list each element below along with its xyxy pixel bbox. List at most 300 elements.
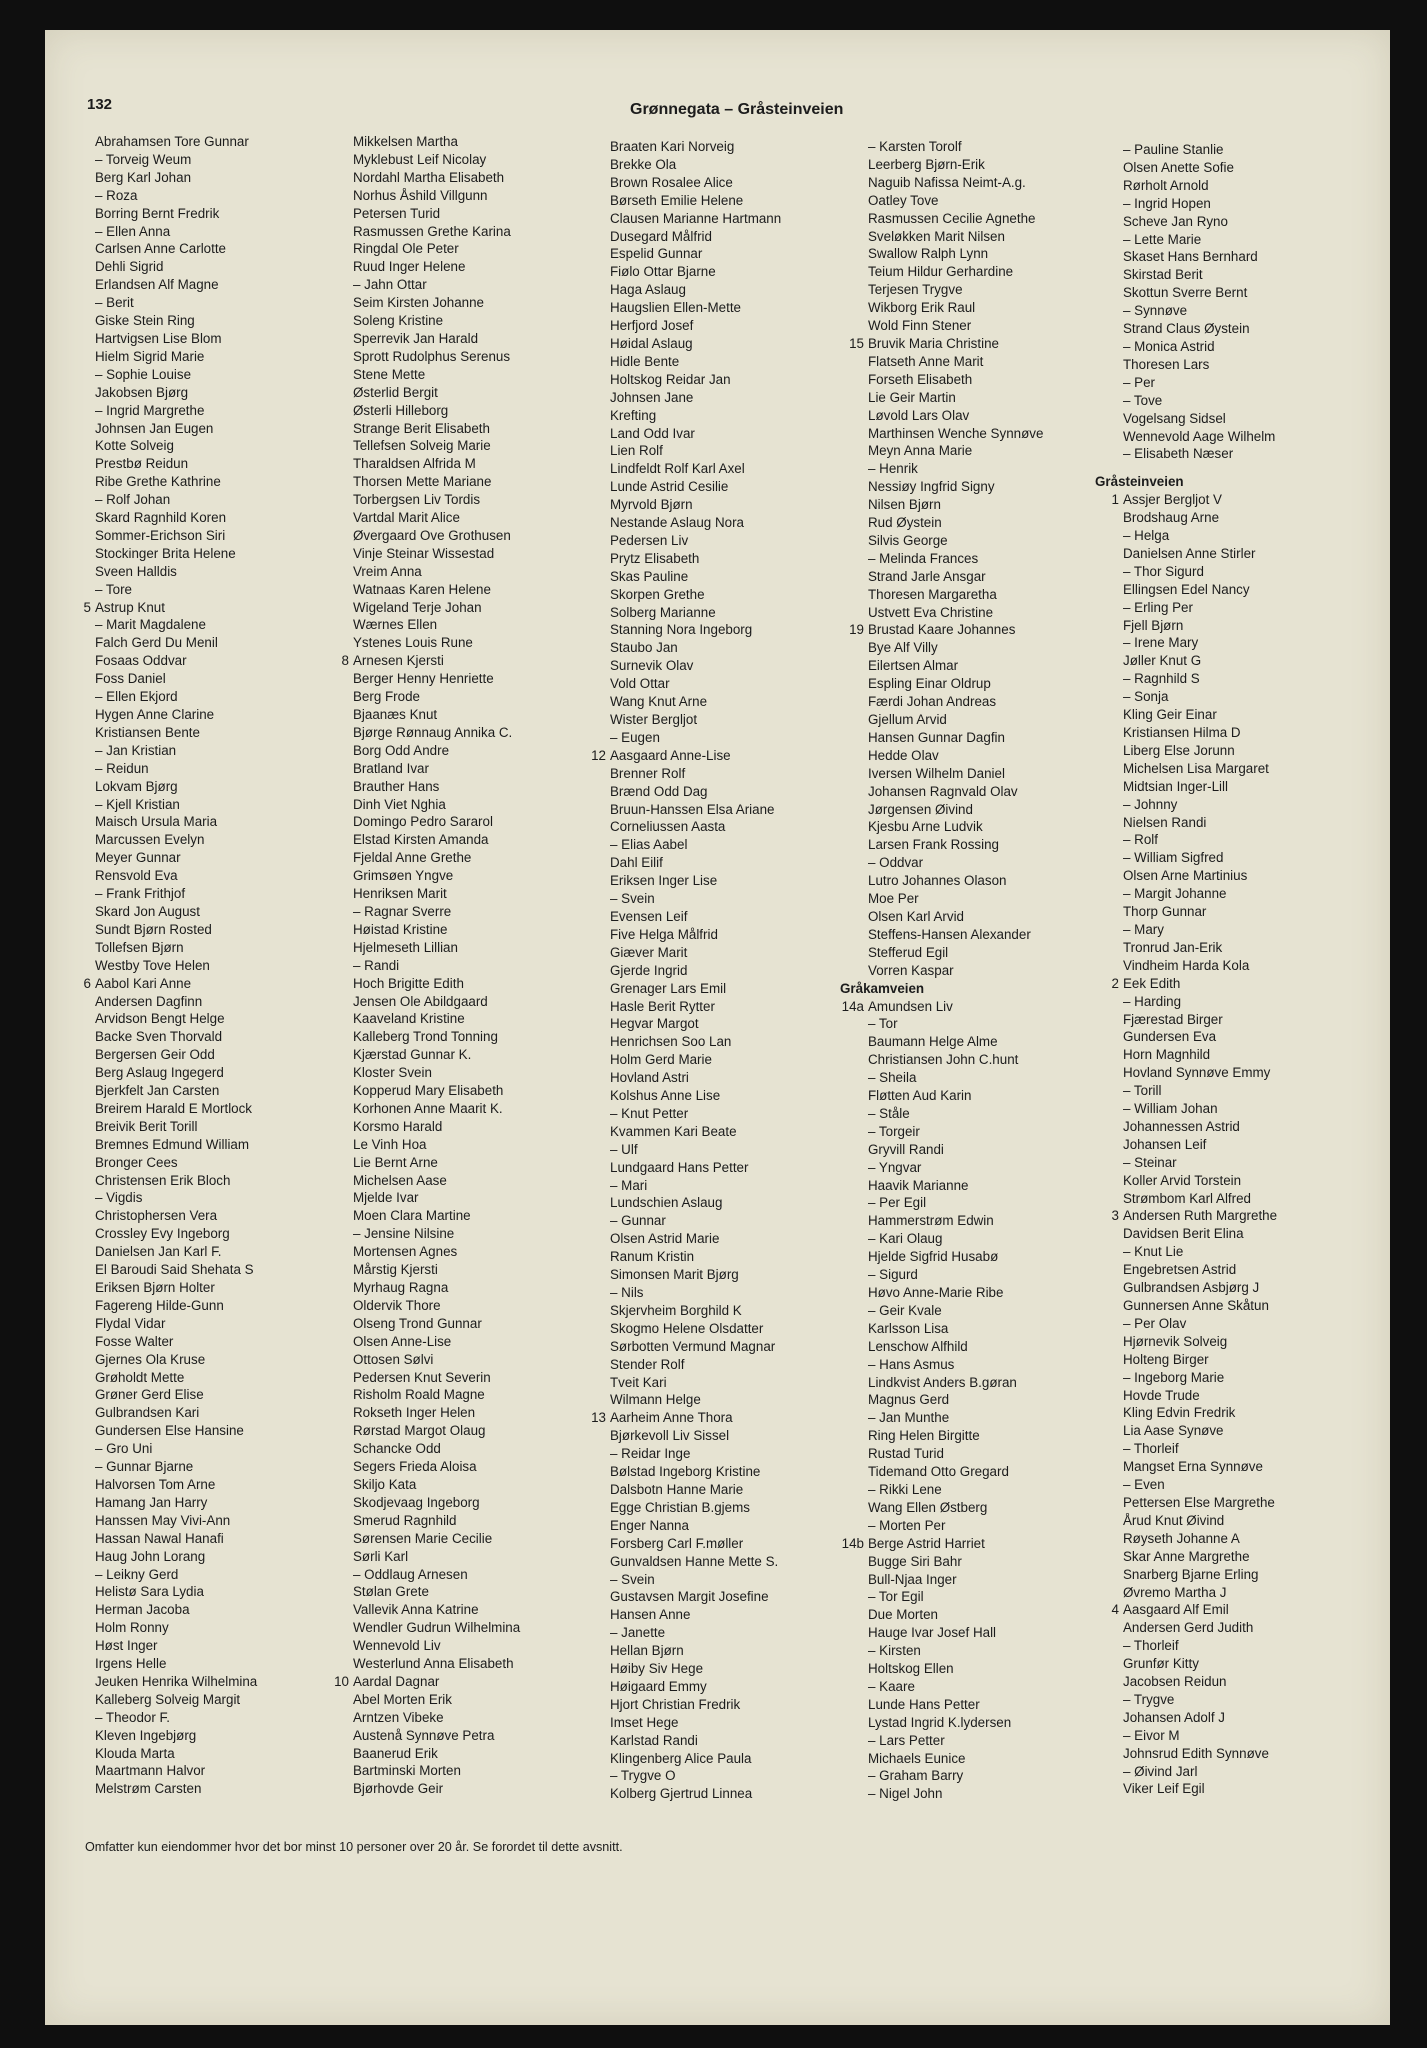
resident-name: – Geir Kvale — [868, 1302, 942, 1318]
resident-entry — [67, 330, 337, 348]
resident-name: Holm Gerd Marie — [610, 1052, 712, 1068]
resident-entry — [840, 944, 1110, 962]
resident-name: Hovland Synnøve Emmy — [1123, 1065, 1271, 1081]
resident-name: Jeuken Henrika Wilhelmina — [95, 1673, 258, 1689]
resident-name: Brenner Rolf — [610, 765, 686, 781]
resident-name: Sommer-Erichson Siri — [95, 527, 226, 543]
resident-entry — [325, 1655, 595, 1673]
resident-name: Fjærestad Birger — [1123, 1011, 1223, 1027]
column-1 — [67, 133, 337, 1798]
resident-name: Egge Christian B.gjems — [610, 1499, 750, 1515]
resident-entry — [1095, 1530, 1365, 1548]
resident-name: – Sophie Louise — [95, 366, 192, 382]
resident-name: Mortensen Agnes — [353, 1244, 458, 1260]
resident-entry — [67, 1476, 337, 1494]
resident-entry — [1095, 957, 1365, 975]
resident-name: Magnus Gerd — [868, 1392, 950, 1408]
resident-name: – Leikny Gerd — [95, 1566, 179, 1582]
resident-entry — [1095, 1207, 1365, 1225]
resident-name: Wennevold Liv — [353, 1638, 441, 1654]
resident-name: Westerlund Anna Elisabeth — [353, 1656, 514, 1672]
resident-entry — [1095, 867, 1365, 885]
resident-name: Davidsen Berit Elina — [1123, 1226, 1244, 1242]
resident-entry — [840, 1374, 1110, 1392]
footnote: Omfatter kun eiendommer hvor det bor minst 10 personer over 20 år. Se forordet til dette avsnitt. — [85, 1840, 623, 1854]
resident-name: Forseth Elisabeth — [868, 371, 973, 387]
resident-entry — [1095, 1154, 1365, 1172]
resident-entry — [67, 402, 337, 420]
resident-entry — [67, 778, 337, 796]
resident-entry — [325, 1566, 595, 1584]
resident-entry — [325, 1691, 595, 1709]
resident-name: Domingo Pedro Sararol — [353, 814, 493, 830]
resident-entry — [582, 1642, 852, 1660]
resident-entry — [325, 1136, 595, 1154]
resident-entry — [840, 1445, 1110, 1463]
resident-name: Amundsen Liv — [868, 998, 953, 1014]
resident-entry — [325, 1010, 595, 1028]
resident-entry — [325, 1172, 595, 1190]
resident-name: Stene Mette — [353, 366, 426, 382]
resident-entry — [840, 1732, 1110, 1750]
resident-entry — [67, 1189, 337, 1207]
resident-name: Wang Knut Arne — [610, 694, 708, 710]
resident-name: – Lette Marie — [1123, 231, 1202, 247]
resident-entry — [840, 711, 1110, 729]
resident-entry — [1095, 1082, 1365, 1100]
resident-entry — [1095, 527, 1365, 545]
resident-entry — [840, 1105, 1110, 1123]
resident-name: Hammerstrøm Edwin — [868, 1213, 994, 1229]
resident-name: Liberg Else Jorunn — [1123, 742, 1235, 758]
resident-entry — [582, 192, 852, 210]
resident-entry — [840, 1785, 1110, 1803]
resident-entry — [67, 1440, 337, 1458]
resident-name: Hanssen May Vivi-Ann — [95, 1512, 231, 1528]
resident-name: Christiansen John C.hunt — [868, 1052, 1019, 1068]
resident-entry — [1095, 1763, 1365, 1781]
resident-name: Stockinger Brita Helene — [95, 545, 236, 561]
resident-entry — [67, 1064, 337, 1082]
resident-entry — [840, 1535, 1110, 1553]
resident-name: Christensen Erik Bloch — [95, 1172, 231, 1188]
resident-name: Fosse Walter — [95, 1333, 174, 1349]
resident-name: Gulbrandsen Kari — [95, 1405, 200, 1421]
resident-name: Oldervik Thore — [353, 1297, 441, 1313]
resident-name: Sveen Halldis — [95, 563, 177, 579]
resident-entry — [840, 854, 1110, 872]
resident-name: Berge Astrid Harriet — [868, 1535, 985, 1551]
resident-name: Gjernes Ola Kruse — [95, 1351, 206, 1367]
resident-name: Johnsrud Edith Synnøve — [1123, 1745, 1269, 1761]
resident-entry — [582, 872, 852, 890]
resident-name: Pedersen Liv — [610, 532, 689, 548]
resident-entry — [67, 1727, 337, 1745]
resident-entry — [67, 1315, 337, 1333]
resident-entry — [325, 796, 595, 814]
resident-name: Bugge Siri Bahr — [868, 1553, 962, 1569]
resident-name: Braaten Kari Norveig — [610, 139, 735, 154]
resident-name: Grimsøen Yngve — [353, 868, 454, 884]
resident-entry — [67, 169, 337, 187]
resident-entry — [840, 1320, 1110, 1338]
resident-name: Imset Hege — [610, 1714, 679, 1730]
resident-entry — [325, 599, 595, 617]
resident-entry — [67, 1548, 337, 1566]
resident-name: Skjervheim Borghild K — [610, 1302, 742, 1318]
resident-entry — [840, 1141, 1110, 1159]
resident-name: Jakobsen Bjørg — [95, 384, 189, 400]
resident-name: – William Johan — [1123, 1101, 1218, 1117]
resident-name: Wold Finn Stener — [868, 318, 972, 334]
resident-entry — [582, 263, 852, 281]
resident-entry — [67, 312, 337, 330]
house-number: 5 — [83, 599, 91, 615]
resident-name: Hansen Gunnar Dagfin — [868, 729, 1005, 745]
resident-entry — [582, 1356, 852, 1374]
resident-entry — [325, 1762, 595, 1780]
resident-entry — [582, 926, 852, 944]
resident-entry — [582, 944, 852, 962]
resident-name: Abrahamsen Tore Gunnar — [95, 134, 249, 149]
resident-entry — [1095, 688, 1365, 706]
resident-entry — [582, 604, 852, 622]
resident-entry — [325, 634, 595, 652]
resident-entry — [67, 706, 337, 724]
resident-entry — [1095, 1637, 1365, 1655]
resident-name: Tveit Kari — [610, 1374, 667, 1390]
resident-entry — [1095, 1745, 1365, 1763]
resident-entry — [1095, 1190, 1365, 1208]
house-number: 6 — [83, 975, 91, 991]
resident-name: Myrhaug Ragna — [353, 1280, 449, 1295]
resident-entry — [325, 1709, 595, 1727]
resident-name: Danielsen Jan Karl F. — [95, 1244, 222, 1260]
resident-name: Wang Ellen Østberg — [868, 1499, 988, 1515]
resident-name: Østerlid Bergit — [353, 384, 438, 400]
resident-name: – Elias Aabel — [610, 837, 688, 853]
resident-name: Larsen Frank Rossing — [868, 837, 999, 853]
resident-entry — [67, 1100, 337, 1118]
resident-name: Færdi Johan Andreas — [868, 694, 997, 710]
resident-name: Schancke Odd — [353, 1441, 441, 1457]
resident-name: Korhonen Anne Maarit K. — [353, 1100, 503, 1116]
resident-entry — [325, 831, 595, 849]
resident-name: Backe Sven Thorvald — [95, 1029, 223, 1045]
resident-name: Hedde Olav — [868, 747, 939, 763]
resident-name: Snarberg Bjarne Erling — [1123, 1566, 1259, 1582]
resident-entry — [67, 420, 337, 438]
resident-entry — [582, 299, 852, 317]
resident-name: Gundersen Eva — [1123, 1029, 1217, 1045]
resident-entry — [67, 742, 337, 760]
resident-entry — [325, 885, 595, 903]
resident-entry — [1095, 1279, 1365, 1297]
resident-entry — [840, 389, 1110, 407]
resident-entry — [582, 496, 852, 514]
resident-name: Stefferud Egil — [868, 944, 949, 960]
resident-name: Brodshaug Arne — [1123, 510, 1220, 526]
resident-name: – Eivor M — [1123, 1727, 1180, 1743]
resident-entry — [1095, 1225, 1365, 1243]
resident-entry — [840, 1624, 1110, 1642]
resident-entry — [1095, 491, 1365, 509]
resident-name: Dehli Sigrid — [95, 259, 164, 275]
resident-name: – Tove — [1123, 392, 1163, 408]
resident-name: Kopperud Mary Elisabeth — [353, 1083, 504, 1099]
resident-entry — [325, 366, 595, 384]
resident-name: Vogelsang Sidsel — [1123, 410, 1226, 426]
house-number: 12 — [591, 747, 606, 763]
resident-name: Staubo Jan — [610, 640, 678, 656]
resident-entry — [840, 1177, 1110, 1195]
resident-name: Mangset Erna Synnøve — [1123, 1459, 1263, 1475]
resident-name: Helistø Sara Lydia — [95, 1584, 204, 1600]
resident-entry — [325, 1548, 595, 1566]
house-number: 14a — [841, 998, 864, 1014]
resident-entry — [1095, 1727, 1365, 1745]
resident-entry — [325, 813, 595, 831]
resident-name: Watnaas Karen Helene — [353, 581, 491, 597]
resident-name: Hellan Bjørn — [610, 1643, 684, 1659]
resident-entry — [582, 818, 852, 836]
resident-entry — [582, 747, 852, 765]
resident-name: Christophersen Vera — [95, 1208, 218, 1224]
resident-entry — [67, 1028, 337, 1046]
resident-name: – Ingeborg Marie — [1123, 1369, 1225, 1385]
resident-name: Eriksen Bjørn Holter — [95, 1280, 215, 1295]
resident-name: Henriksen Marit — [353, 886, 447, 902]
resident-entry — [67, 1512, 337, 1530]
resident-name: Pedersen Knut Severin — [353, 1369, 491, 1385]
resident-name: – Kirsten — [868, 1643, 921, 1659]
resident-name: Halvorsen Tom Arne — [95, 1476, 216, 1492]
resident-entry — [582, 1266, 852, 1284]
resident-entry — [67, 1010, 337, 1028]
resident-entry — [1095, 1369, 1365, 1387]
resident-entry — [840, 192, 1110, 210]
resident-entry — [1095, 1351, 1365, 1369]
resident-entry — [67, 1655, 337, 1673]
resident-name: Michelsen Lisa Margaret — [1123, 760, 1269, 776]
resident-entry — [582, 1212, 852, 1230]
resident-name: Rasmussen Grethe Karina — [353, 223, 511, 239]
resident-name: Haugslien Ellen-Mette — [610, 300, 741, 316]
resident-entry — [1095, 410, 1365, 428]
resident-name: Karlsson Lisa — [868, 1320, 949, 1336]
resident-name: – Janette — [610, 1625, 666, 1641]
resident-entry — [67, 599, 337, 617]
resident-entry — [1095, 742, 1365, 760]
resident-name: Ringdal Ole Peter — [353, 241, 459, 257]
resident-entry — [840, 460, 1110, 478]
resident-entry — [1095, 831, 1365, 849]
resident-name: – Torveig Weum — [95, 151, 192, 167]
resident-entry — [582, 1248, 852, 1266]
resident-name: – Svein — [610, 1571, 655, 1587]
resident-name: – Øivind Jarl — [1123, 1763, 1198, 1779]
resident-name: Kolshus Anne Lise — [610, 1088, 721, 1104]
resident-name: – Berit — [95, 295, 134, 311]
resident-entry — [840, 1123, 1110, 1141]
resident-entry — [67, 1637, 337, 1655]
resident-entry — [840, 1051, 1110, 1069]
resident-entry — [325, 1583, 595, 1601]
resident-entry — [582, 621, 852, 639]
resident-name: Haug John Lorang — [95, 1548, 206, 1564]
resident-entry — [325, 1082, 595, 1100]
resident-name: Grunfør Kitty — [1123, 1656, 1199, 1672]
resident-entry — [840, 1571, 1110, 1589]
resident-entry — [1095, 634, 1365, 652]
resident-name: Erlandsen Alf Magne — [95, 277, 219, 293]
resident-name: Aasgaard Alf Emil — [1123, 1602, 1229, 1618]
resident-entry — [325, 1637, 595, 1655]
resident-name: – Lars Petter — [868, 1732, 945, 1748]
resident-entry — [1095, 1584, 1365, 1602]
resident-entry — [325, 1333, 595, 1351]
resident-entry — [582, 693, 852, 711]
resident-name: Espelid Gunnar — [610, 246, 703, 262]
resident-name: Østerli Hilleborg — [353, 402, 449, 418]
resident-name: Bratland Ivar — [353, 760, 429, 776]
resident-entry — [67, 455, 337, 473]
resident-entry — [582, 765, 852, 783]
resident-entry — [1095, 1440, 1365, 1458]
resident-name: Holteng Birger — [1123, 1351, 1209, 1367]
resident-entry — [582, 478, 852, 496]
resident-name: Flatseth Anne Marit — [868, 353, 984, 369]
resident-entry — [1095, 338, 1365, 356]
resident-name: Michaels Eunice — [868, 1750, 966, 1766]
resident-name: – Jan Munthe — [868, 1410, 950, 1426]
resident-name: – Knut Lie — [1123, 1244, 1184, 1260]
resident-name: Surnevik Olav — [610, 658, 694, 674]
resident-entry — [67, 240, 337, 258]
resident-name: Gryvill Randi — [868, 1141, 944, 1157]
resident-entry — [325, 1297, 595, 1315]
resident-name: – Pauline Stanlie — [1123, 142, 1224, 157]
resident-name: Gunvaldsen Hanne Mette S. — [610, 1553, 779, 1569]
resident-entry — [582, 586, 852, 604]
resident-entry — [325, 1028, 595, 1046]
resident-name: Lokvam Bjørg — [95, 778, 178, 794]
resident-entry — [325, 294, 595, 312]
resident-name: Eek Edith — [1123, 975, 1181, 991]
resident-name: – Ragnar Sverre — [353, 903, 452, 919]
resident-name: Borring Bernt Fredrik — [95, 205, 220, 221]
resident-name: Kaaveland Kristine — [353, 1011, 465, 1027]
resident-entry — [325, 473, 595, 491]
resident-entry — [67, 473, 337, 491]
resident-entry — [67, 957, 337, 975]
resident-name: Torbergsen Liv Tordis — [353, 492, 481, 508]
resident-entry — [325, 1601, 595, 1619]
resident-entry — [325, 1261, 595, 1279]
resident-name: Naguib Nafissa Neimt-A.g. — [868, 174, 1026, 190]
resident-entry — [67, 1494, 337, 1512]
resident-entry — [67, 1207, 337, 1225]
resident-name: Lutro Johannes Olason — [868, 873, 1007, 889]
resident-entry — [840, 1194, 1110, 1212]
resident-name: Giske Stein Ring — [95, 313, 195, 329]
resident-entry — [1095, 760, 1365, 778]
resident-entry — [1095, 445, 1365, 463]
resident-name: Marthinsen Wenche Synnøve — [868, 425, 1044, 441]
resident-entry — [582, 174, 852, 192]
resident-name: – Tore — [95, 581, 132, 597]
resident-entry — [582, 1427, 852, 1445]
resident-entry — [1095, 1064, 1365, 1082]
resident-name: Jensen Ole Abildgaard — [353, 993, 488, 1009]
resident-entry — [325, 563, 595, 581]
resident-name: Simonsen Marit Bjørg — [610, 1267, 739, 1283]
resident-name: – William Sigfred — [1123, 850, 1224, 866]
resident-name: Segers Frieda Aloisa — [353, 1459, 477, 1475]
resident-entry — [1095, 617, 1365, 635]
resident-entry — [1095, 1601, 1365, 1619]
resident-entry — [1095, 1100, 1365, 1118]
resident-entry — [325, 455, 595, 473]
resident-name: Swallow Ralph Lynn — [868, 246, 989, 262]
resident-entry — [840, 1230, 1110, 1248]
resident-entry — [582, 1284, 852, 1302]
resident-entry — [582, 1553, 852, 1571]
resident-name: Haga Aslaug — [610, 282, 686, 298]
resident-name: Bjerkfelt Jan Carsten — [95, 1083, 220, 1099]
resident-entry — [67, 1691, 337, 1709]
resident-name: Meyn Anna Marie — [868, 443, 973, 459]
resident-entry — [582, 1230, 852, 1248]
resident-name: Meyer Gunnar — [95, 850, 181, 866]
resident-entry — [325, 1619, 595, 1637]
resident-name: – Ingrid Margrethe — [95, 402, 205, 418]
resident-entry — [325, 1100, 595, 1118]
resident-entry — [67, 491, 337, 509]
resident-entry — [325, 849, 595, 867]
resident-name: Andersen Gerd Judith — [1123, 1620, 1254, 1636]
resident-name: Assjer Bergljot V — [1123, 492, 1222, 508]
resident-name: Hovde Trude — [1123, 1387, 1200, 1403]
resident-entry — [582, 1588, 852, 1606]
resident-entry — [1095, 1780, 1365, 1798]
resident-entry — [67, 760, 337, 778]
resident-name: Elstad Kirsten Amanda — [353, 832, 489, 848]
resident-name: – Tor — [868, 1016, 898, 1032]
resident-name: Espling Einar Oldrup — [868, 676, 991, 692]
resident-entry — [840, 1284, 1110, 1302]
resident-entry — [1095, 903, 1365, 921]
resident-entry — [840, 1248, 1110, 1266]
resident-entry — [840, 1714, 1110, 1732]
resident-entry — [67, 1243, 337, 1261]
resident-entry — [325, 1440, 595, 1458]
resident-name: Sprott Rudolphus Serenus — [353, 348, 511, 364]
resident-entry — [1095, 1315, 1365, 1333]
resident-entry — [67, 1619, 337, 1637]
resident-name: Kalleberg Solveig Margit — [95, 1691, 241, 1707]
resident-entry — [67, 581, 337, 599]
resident-entry — [840, 747, 1110, 765]
resident-entry — [67, 348, 337, 366]
resident-entry — [325, 240, 595, 258]
resident-entry — [840, 1660, 1110, 1678]
resident-name: Nordahl Martha Elisabeth — [353, 169, 505, 185]
resident-entry — [67, 634, 337, 652]
resident-name: Tidemand Otto Gregard — [868, 1464, 1009, 1480]
resident-entry — [582, 1535, 852, 1553]
resident-name: Johannessen Astrid — [1123, 1118, 1240, 1134]
